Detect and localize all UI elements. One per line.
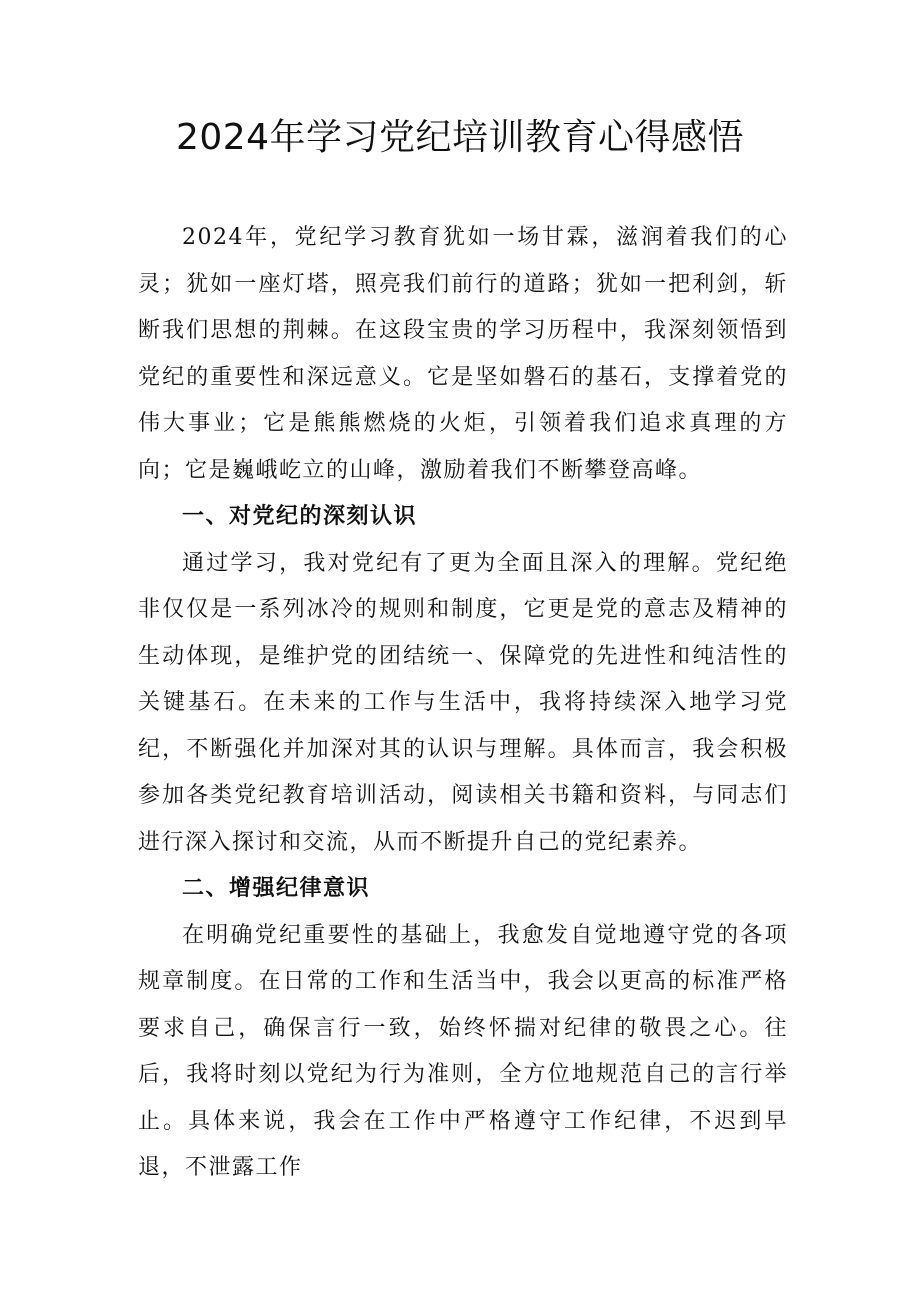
intro-paragraph: 2024年，党纪学习教育犹如一场甘霖，滋润着我们的心灵；犹如一座灯塔，照亮我们前行的道路；犹如一把利剑，斩断我们思想的荆棘。在这段宝贵的学习历程中，我深刻领悟到党纪的重要性和深远意义。它是坚如磐石的基石，支撑着党的伟大事业；它是熊熊燃烧的火炬，引领着我们追求真理的方向；它是巍峨屹立的山峰，激励着我们不断攀登高峰。 [138,225,788,483]
section-1-paragraph: 通过学习，我对党纪有了更为全面且深入的理解。党纪绝非仅仅是一系列冰冷的规则和制度，它更是党的意志及精神的生动体现，是维护党的团结统一、保障党的先进性和纯洁性的关键基石。在未来的工作与生活中，我将持续深入地学习党纪，不断强化并加深对其的认识与理解。具体而言，我会积极参加各类党纪教育培训活动，阅读相关书籍和资料，与同志们进行深入探讨和交流，从而不断提升自己的党纪素养。 [138,550,788,855]
section-2-paragraph: 在明确党纪重要性的基础上，我愈发自觉地遵守党的各项规章制度。在日常的工作和生活当中，我会以更高的标准严格要求自己，确保言行一致，始终怀揣对纪律的敬畏之心。往后，我将时刻以党纪为行为准则，全方位地规范自己的言行举止。具体来说，我会在工作中严格遵守工作纪律，不迟到早退，不泄露工作 [138,922,788,1180]
document-body [138,215,788,1192]
document-title: 2024年学习党纪培训教育心得感悟 [175,117,745,158]
section-heading-1: 一、对党纪的深刻认识 [182,504,418,529]
section-heading-2: 二、增强纪律意识 [182,876,371,901]
